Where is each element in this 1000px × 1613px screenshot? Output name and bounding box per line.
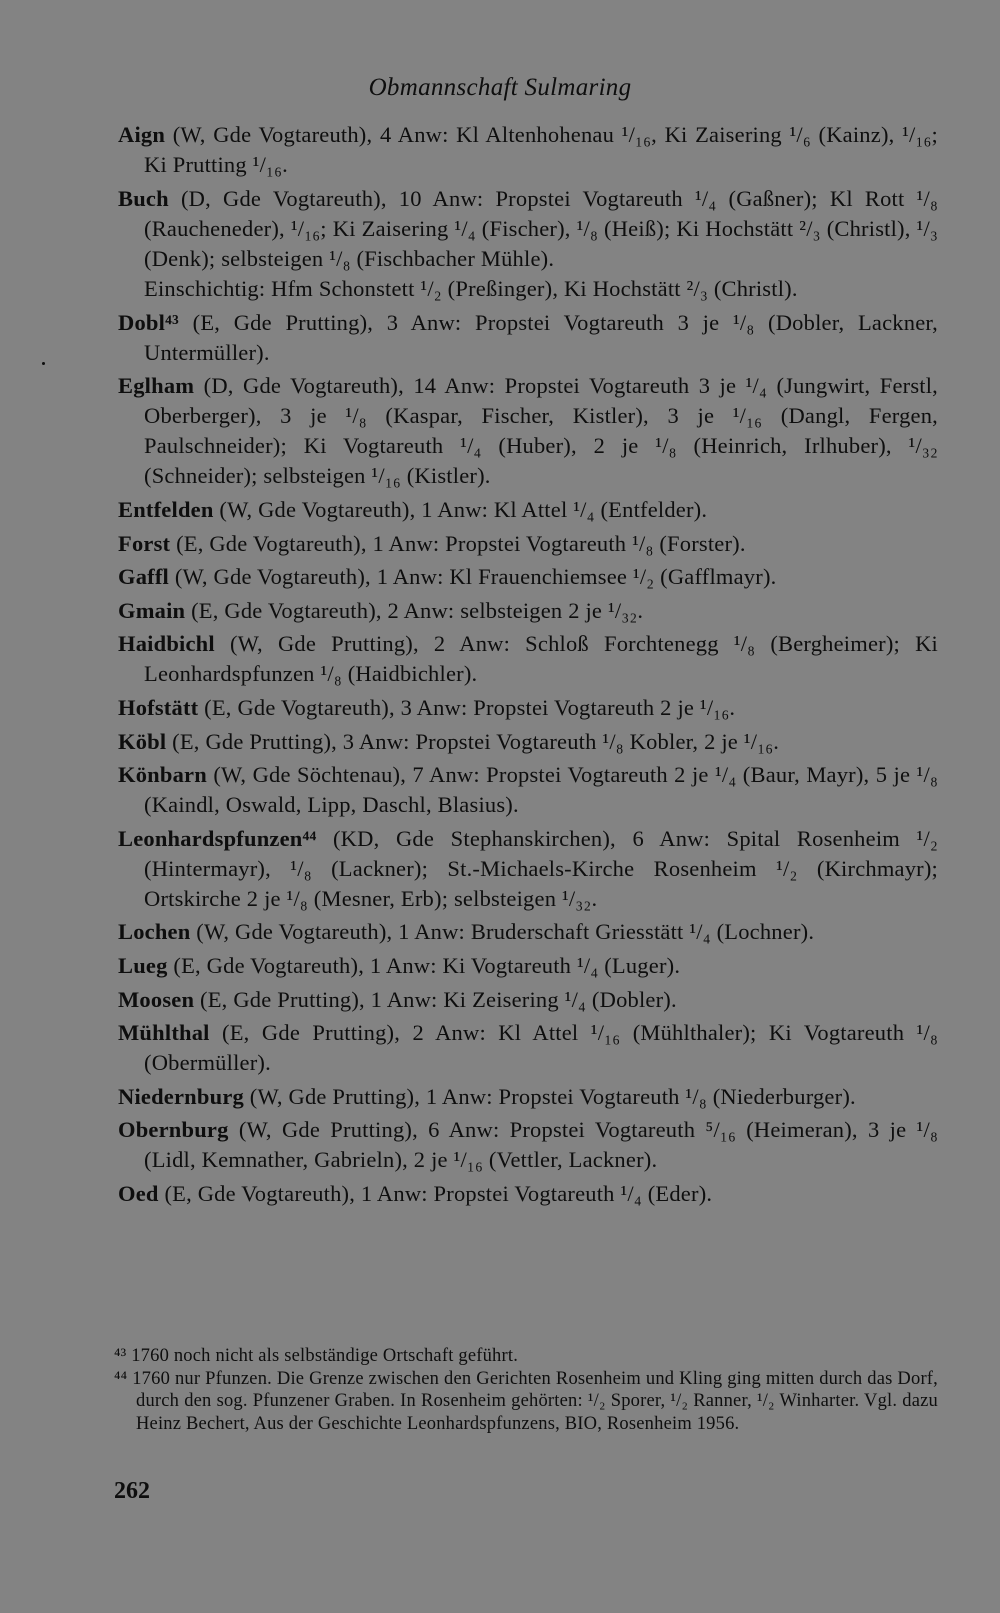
entry-text: (W, Gde Prutting), 1 Anw: Propstei Vogtareuth ¹/₈ (Niederburger). bbox=[249, 1083, 856, 1109]
entry-text: (E, Gde Prutting), 3 Anw: Propstei Vogtareuth ¹/₈ Kobler, 2 je ¹/₁₆. bbox=[172, 728, 780, 754]
entry-koenbarn bbox=[118, 760, 938, 820]
entry-obernburg bbox=[118, 1115, 938, 1175]
page-number: 262 bbox=[114, 1478, 150, 1504]
entry-list bbox=[118, 120, 938, 1212]
entry-gmain bbox=[118, 596, 938, 626]
footnote-text: 1760 noch nicht als selbständige Ortschaft geführt. bbox=[131, 1346, 519, 1366]
footnote-text: 1760 nur Pfunzen. Die Grenze zwischen den Gerichten Rosenheim und Kling ging mitten durch das Dorf, durch den sog. Pfunzener Graben. In Rosenheim gehörten: ¹/₂ Sporer, ¹/₂ Ranner, ¹/₂ Winharter. Vgl. dazu Heinz Bechert, Aus der Geschichte Leonhardspfunzens, BIO, Rosenheim 1956. bbox=[132, 1368, 938, 1434]
entry-lochen bbox=[118, 917, 938, 947]
entry-moosen bbox=[118, 985, 938, 1015]
entry-lueg bbox=[118, 951, 938, 981]
entry-text: (W, Gde Vogtareuth), 4 Anw: Kl Altenhohenau ¹/₁₆, Ki Zaisering ¹/₆ (Kainz), ¹/₁₆; Ki Prutting ¹/₁₆. bbox=[144, 122, 939, 177]
entry-name: Obernburg bbox=[118, 1117, 229, 1143]
entry-name: Lueg bbox=[118, 952, 168, 978]
entry-name: Köbl bbox=[118, 728, 167, 754]
entry-text: (E, Gde Vogtareuth), 3 Anw: Propstei Vogtareuth 2 je ¹/₁₆. bbox=[204, 694, 736, 720]
entry-text: (W, Gde Vogtareuth), 1 Anw: Kl Attel ¹/₄ (Entfelder). bbox=[219, 496, 708, 522]
entry-leonhardspfunzen bbox=[118, 824, 938, 914]
entry-text: (W, Gde Prutting), 2 Anw: Schloß Forchtenegg ¹/₈ (Bergheimer); Ki Leonhardspfunzen ¹/₈ (Haidbichler). bbox=[144, 631, 938, 687]
entry-name: Eglham bbox=[118, 373, 195, 399]
entry-name: Dobl⁴³ bbox=[118, 309, 179, 335]
entry-name: Haidbichl bbox=[118, 631, 215, 657]
entry-text: (E, Gde Prutting), 1 Anw: Ki Zeisering ¹/₄ (Dobler). bbox=[200, 986, 677, 1012]
entry-niedernburg bbox=[118, 1082, 938, 1112]
entry-name: Niedernburg bbox=[118, 1083, 244, 1109]
entry-buch bbox=[118, 184, 938, 274]
entry-name: Gaffl bbox=[118, 564, 169, 590]
entry-name: Lochen bbox=[118, 919, 191, 945]
entry-name: Buch bbox=[118, 185, 169, 211]
running-header: Obmannschaft Sulmaring bbox=[368, 74, 632, 101]
entry-hofstaett bbox=[118, 693, 938, 723]
entry-name: Mühlthal bbox=[118, 1020, 210, 1046]
entry-haidbichl bbox=[118, 629, 938, 689]
footnotes bbox=[114, 1345, 938, 1435]
entry-name: Moosen bbox=[118, 986, 195, 1012]
entry-name: Oed bbox=[118, 1180, 159, 1206]
footnote-44 bbox=[114, 1368, 938, 1436]
entry-text: (E, Gde Vogtareuth), 1 Anw: Propstei Vogtareuth ¹/₄ (Eder). bbox=[164, 1180, 713, 1206]
entry-koebl bbox=[118, 727, 938, 757]
entry-oed bbox=[118, 1179, 938, 1209]
entry-name: Aign bbox=[118, 122, 166, 147]
entry-text: (E, Gde Prutting), 2 Anw: Kl Attel ¹/₁₆ (Mühlthaler); Ki Vogtareuth ¹/₈ (Obermüller). bbox=[144, 1020, 939, 1076]
entry-muehlthal bbox=[118, 1018, 938, 1078]
footnote-mark: ⁴⁴ bbox=[114, 1368, 128, 1389]
entry-dobl bbox=[118, 308, 938, 368]
entry-name: Entfelden bbox=[118, 496, 214, 522]
entry-text: (D, Gde Vogtareuth), 14 Anw: Propstei Vogtareuth 3 je ¹/₄ (Jungwirt, Ferstl, Oberberger), 3 je ¹/₈ (Kaspar, Fischer, Kistler), 3 je ¹/₁₆ (Dangl, Fergen, Paulschneider); Ki Vogtareuth ¹/₄ (Huber), 2 je ¹/₈ (Heinrich, Irlhuber), ¹/₃₂ (Schneider); selbsteigen ¹/₁₆ (Kistler). bbox=[144, 373, 939, 489]
entry-name: Gmain bbox=[118, 597, 186, 623]
entry-name: Hofstätt bbox=[118, 694, 199, 720]
entry-text: (W, Gde Söchtenau), 7 Anw: Propstei Vogtareuth 2 je ¹/₄ (Baur, Mayr), 5 je ¹/₈ (Kaindl, Oswald, Lipp, Daschl, Blasius). bbox=[144, 762, 938, 818]
entry-name: Leonhardspfunzen⁴⁴ bbox=[118, 825, 317, 851]
entry-name: Forst bbox=[118, 530, 171, 556]
entry-text: (W, Gde Vogtareuth), 1 Anw: Kl Frauenchiemsee ¹/₂ (Gafflmayr). bbox=[174, 564, 777, 590]
entry-text: (E, Gde Vogtareuth), 1 Anw: Propstei Vogtareuth ¹/₈ (Forster). bbox=[176, 530, 746, 556]
entry-text: (E, Gde Vogtareuth), 2 Anw: selbsteigen 2 je ¹/₃₂. bbox=[191, 597, 644, 623]
margin-speck bbox=[42, 362, 45, 365]
entry-text: (D, Gde Vogtareuth), 10 Anw: Propstei Vogtareuth ¹/₄ (Gaßner); Kl Rott ¹/₈ (Raucheneder), ¹/₁₆; Ki Zaisering ¹/₄ (Fischer), ¹/₈ (Heiß); Ki Hochstätt ²/₃ (Christl), ¹/₃ (Denk); selbsteigen ¹/₈ (Fischbacher Mühle). bbox=[144, 185, 938, 271]
entry-text: (W, Gde Prutting), 6 Anw: Propstei Vogtareuth ⁵/₁₆ (Heimeran), 3 je ¹/₈ (Lidl, Kemnather, Gabrieln), 2 je ¹/₁₆ (Vettler, Lackner). bbox=[144, 1117, 938, 1173]
entry-gaffl bbox=[118, 562, 938, 592]
entry-name: Könbarn bbox=[118, 762, 207, 788]
entry-eglham bbox=[118, 371, 938, 491]
entry-text: (KD, Gde Stephanskirchen), 6 Anw: Spital Rosenheim ¹/₂ (Hintermayr), ¹/₈ (Lackner); St.-Michaels-Kirche Rosenheim ¹/₂ (Kirchmayr); Ortskirche 2 je ¹/₈ (Mesner, Erb); selbsteigen ¹/₃₂. bbox=[144, 825, 938, 911]
entry-aign bbox=[118, 120, 938, 180]
entry-text: Einschichtig: Hfm Schonstett ¹/₂ (Preßinger), Ki Hochstätt ²/₃ (Christl). bbox=[144, 276, 798, 302]
entry-text: (E, Gde Vogtareuth), 1 Anw: Ki Vogtareuth ¹/₄ (Luger). bbox=[173, 952, 681, 978]
entry-forst bbox=[118, 529, 938, 559]
footnote-43 bbox=[114, 1345, 938, 1368]
entry-text: (E, Gde Prutting), 3 Anw: Propstei Vogtareuth 3 je ¹/₈ (Dobler, Lackner, Untermüller). bbox=[144, 309, 938, 365]
entry-buch-einschichtig bbox=[118, 274, 938, 304]
entry-entfelden bbox=[118, 495, 938, 525]
entry-text: (W, Gde Vogtareuth), 1 Anw: Bruderschaft Griesstätt ¹/₄ (Lochner). bbox=[196, 919, 815, 945]
footnote-mark: ⁴³ bbox=[114, 1346, 127, 1366]
